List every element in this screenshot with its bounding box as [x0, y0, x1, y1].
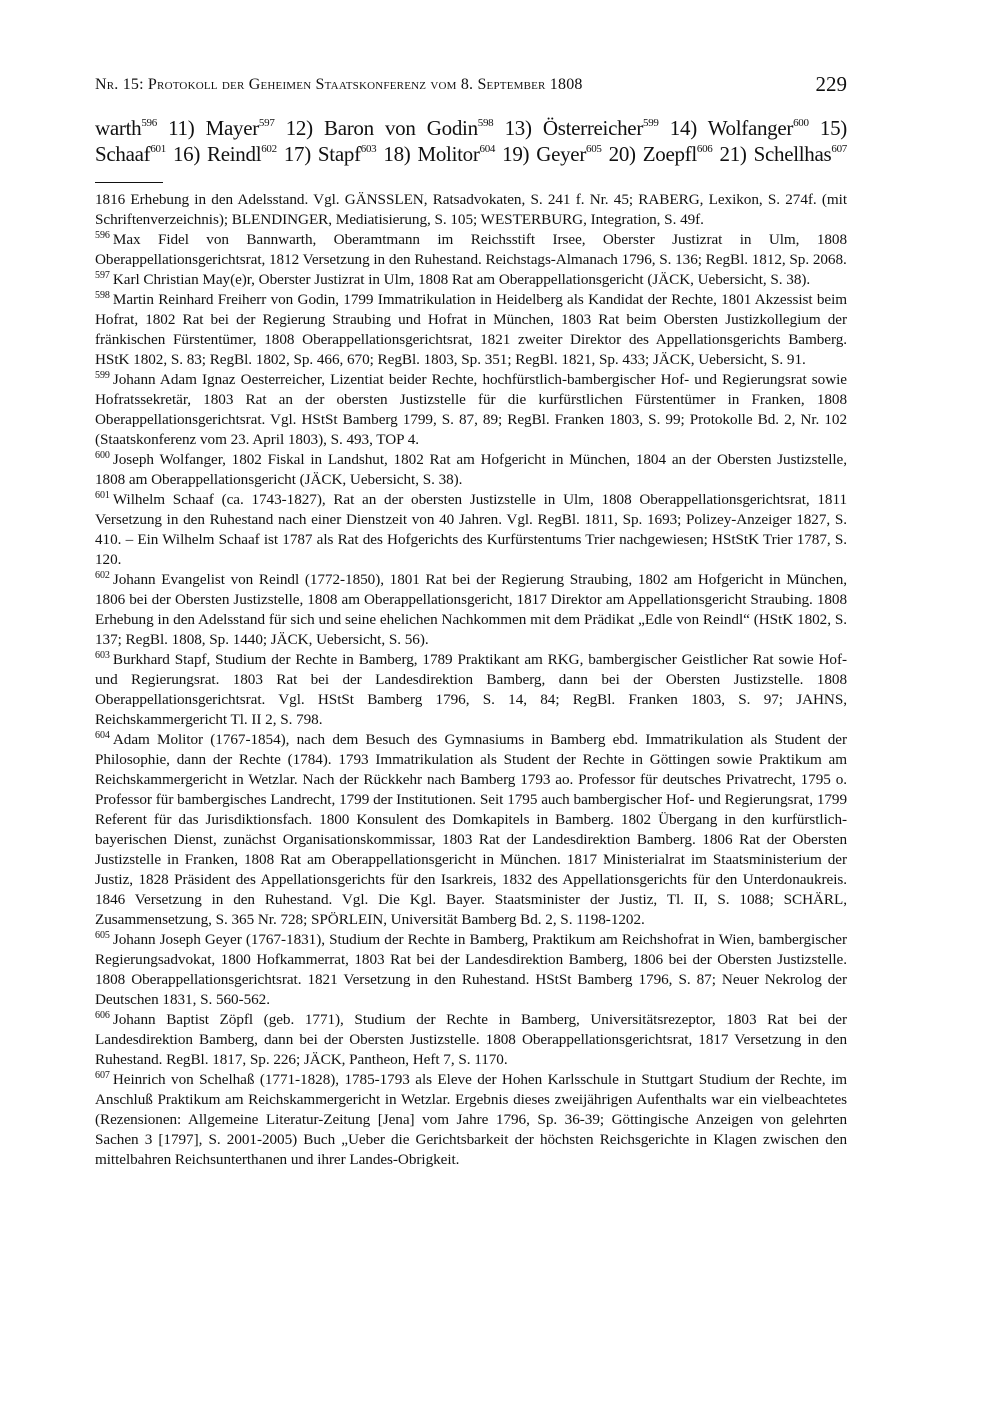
- footnote-text: Adam Molitor (1767-1854), nach dem Besuch des Gymnasiums in Bamberg ebd. Immatrikulation als Student der Philosophie, dann der Rechte (1784). 1793 Immatrikulation als Student der Rechte in Göttingen sowie Praktikum am Reichskammergericht in Wetzlar. Nach der Rückkehr nach Bamberg 1793 ao. Professor für deutsches Privatrecht, 1795 o. Professor für bambergisches Landrecht, 1799 der Institutionen. Seit 1795 auch bambergischer Hof- und Regierungsrat, 1799 Referent für das Jurisdiktionsfach. 1800 Konsulent des Domkapitels in Bamberg. 1802 Übergang in den kurfürstlich-bayerischen Dienst, zunächst Organisationskommissar, 1803 Rat der Landesdirektion Bamberg. 1806 Rat der Obersten Justizstelle in Franken, 1808 Rat am Oberappellationsgericht in München. 1817 Ministerialrat im Staatsministerium der Justiz, 1828 Präsident des Appellationsgerichts für den Isarkreis, 1832 des Appellationsgerichts für den Unterdonaukreis. 1846 Versetzung in den Ruhestand. Vgl. Die Kgl. Bayer. Staatsminister der Justiz, Tl. II, S. 1088; SCHÄRL, Zusammensetzung, S. 365 Nr. 728; SPÖRLEIN, Universität Bamberg Bd. 2, S. 1198-1202.: [95, 731, 847, 928]
- main-text-segment: 20) Zoepfl: [601, 142, 697, 166]
- footnote-number: 607: [95, 1070, 110, 1081]
- footnote-reference[interactable]: 602: [261, 143, 277, 155]
- footnote-reference[interactable]: 601: [150, 143, 166, 155]
- footnote: [95, 270, 847, 290]
- footnote-divider: [95, 182, 163, 183]
- running-title: Nr. 15: Protokoll der Geheimen Staatskonferenz vom 8. September 1808: [95, 76, 583, 93]
- main-text-segment: 11) Mayer: [156, 116, 259, 140]
- footnote-text: Wilhelm Schaaf (ca. 1743-1827), Rat an der obersten Justizstelle in Ulm, 1808 Oberappellationsgerichtsrat, 1811 Versetzung in den Ruhestand nach einer Dienstzeit von 40 Jahren. Vgl. RegBl. 1811, Sp. 1693; Polizey-Anzeiger 1827, S. 410. – Ein Wilhelm Schaaf ist 1787 als Rat des Hofgerichts des Kurfürstentums Trier nachgewiesen; HStStK Trier 1787, S. 120.: [95, 491, 847, 568]
- footnote: [95, 570, 847, 650]
- main-text-segment: Schaaf: [95, 142, 151, 166]
- main-text-segment: 14) Wolfanger: [658, 116, 794, 140]
- footnote-number: 601: [95, 490, 110, 501]
- footnote-reference[interactable]: 606: [696, 143, 713, 155]
- footnote: [95, 450, 847, 490]
- footnote-number: 602: [95, 570, 110, 581]
- footnote-reference[interactable]: 598: [477, 117, 494, 129]
- footnote: [95, 490, 847, 570]
- footnote: [95, 1070, 847, 1170]
- page-number: 229: [815, 72, 847, 96]
- footnote: [95, 190, 847, 230]
- footnote: [95, 930, 847, 1010]
- footnote: [95, 1010, 847, 1070]
- footnote-text: Johann Baptist Zöpfl (geb. 1771), Studium der Rechte in Bamberg, Universitätsrezeptor, 1803 Rat bei der Landesdirektion Bamberg, dann bei der Obersten Justizstelle. 1808 Oberappellationsgerichtsrat, 1817 Versetzung in den Ruhestand. RegBl. 1817, Sp. 226; JÄCK, Pantheon, Heft 7, S. 1170.: [95, 1011, 847, 1068]
- footnote-number: 604: [95, 730, 110, 741]
- footnote-text: Burkhard Stapf, Studium der Rechte in Bamberg, 1789 Praktikant am RKG, bambergischer Geistlicher Rat sowie Hof- und Regierungsrat. 1803 Rat bei der Landesdirektion Bamberg, dann bei der Obersten Justizstelle. 1808 Oberappellationsgerichtsrat. Vgl. HStSt Bamberg 1796, S. 14, 84; RegBl. Franken 1803, S. 97; JAHNS, Reichskammergericht Tl. II 2, S. 798.: [95, 651, 847, 728]
- footnote-number: 598: [95, 290, 110, 301]
- footnote-text: Johann Joseph Geyer (1767-1831), Studium der Rechte in Bamberg, Praktikum am Reichshofrat in Wien, bambergischer Regierungsadvokat, 1800 Hofkammerrat, 1803 Rat bei der Landesdirektion Bamberg, 1806 bei der Obersten Justizstelle. 1808 Oberappellationsgerichtsrat. 1821 Versetzung in den Ruhestand. HStSt Bamberg 1796, S. 87; Neuer Nekrolog der Deutschen 1831, S. 560-562.: [95, 931, 847, 1008]
- footnote-text: 1816 Erhebung in den Adelsstand. Vgl. GÄNSSLEN, Ratsadvokaten, S. 241 f. Nr. 45; RABERG, Lexikon, S. 274f. (mit Schriftenverzeichnis); BLENDINGER, Mediatisierung, S. 105; WESTERBURG, Integration, S. 49f.: [95, 191, 847, 228]
- footnote: [95, 730, 847, 930]
- footnote-reference[interactable]: 596: [141, 117, 157, 129]
- main-text-segment: 12) Baron von Godin: [274, 116, 478, 140]
- footnote-number: 599: [95, 370, 110, 381]
- footnote-text: Heinrich von Schelhaß (1771-1828), 1785-1793 als Eleve der Hohen Karlsschule in Stuttgart Studium der Rechte, im Anschluß Praktikum am Reichskammergericht in Wetzlar. Ergebnis dieses zweijährigen Aufenthalts war ein vielbeachtetes (Rezensionen: Allgemeine Literatur-Zeitung [Jena] vom Jahre 1796, Sp. 36-39; Göttingische Anzeigen von gelehrten Sachen 3 [1797], S. 2001-2005) Buch „Ueber die Gerichtsbarkeit der höchsten Reichsgerichte in Klagen zwischen den mittelbahren Reichsunterthanen und ihrer Landes-Obrigkeit.: [95, 1071, 847, 1168]
- footnote-reference[interactable]: 607: [831, 143, 847, 155]
- main-text-segment: warth: [95, 116, 142, 140]
- footnote-number: 600: [95, 450, 110, 461]
- footnote-number: 603: [95, 650, 110, 661]
- footnote-number: 596: [95, 230, 110, 241]
- footnote-number: 605: [95, 930, 110, 941]
- main-text-segment: 16) Reindl: [165, 142, 262, 166]
- footnote: [95, 230, 847, 270]
- footnote-reference[interactable]: 599: [643, 117, 659, 129]
- main-text-segment: 18) Molitor: [376, 142, 480, 166]
- footnote-reference[interactable]: 603: [360, 143, 377, 155]
- footnote-reference[interactable]: 604: [479, 143, 496, 155]
- footnote: [95, 290, 847, 370]
- main-text-segment: 19) Geyer: [495, 142, 587, 166]
- main-text: [95, 115, 847, 167]
- footnote-reference[interactable]: 597: [258, 117, 275, 129]
- footnote-text: Johann Evangelist von Reindl (1772-1850), 1801 Rat bei der Regierung Straubing, 1802 am Hofgericht in München, 1806 bei der Obersten Justizstelle, 1808 am Oberappellationsgericht, 1817 Direktor am Appellationsgericht Straubing. 1808 Erhebung in den Adelsstand für sich und seine ehelichen Nachkommen mit dem Prädikat „Edle von Reindl“ (HStK 1802, S. 137; RegBl. 1808, Sp. 1440; JÄCK, Uebersicht, S. 56).: [95, 571, 847, 648]
- footnote: [95, 650, 847, 730]
- footnote-number: 597: [95, 270, 110, 281]
- main-text-segment: 15): [808, 116, 847, 140]
- footnote: [95, 370, 847, 450]
- footnote-text: Joseph Wolfanger, 1802 Fiskal in Landshut, 1802 Rat am Hofgericht in München, 1804 an der Obersten Justizstelle, 1808 am Oberappellationsgericht (JÄCK, Uebersicht, S. 38).: [95, 451, 847, 488]
- footnote-text: Max Fidel von Bannwarth, Oberamtmann im Reichsstift Irsee, Oberster Justizrat in Ulm, 1808 Oberappellationsgerichtsrat, 1812 Versetzung in den Ruhestand. Reichstags-Almanach 1796, S. 136; RegBl. 1812, Sp. 2068.: [95, 231, 847, 268]
- footnote-text: Martin Reinhard Freiherr von Godin, 1799 Immatrikulation in Heidelberg als Kandidat der Rechte, 1801 Akzessist beim Hofrat, 1802 Rat bei der Regierung Straubing und Hofrat in München, 1803 Rat beim Obersten Justizkollegium der fränkischen Fürstentümer, 1808 Oberappellationsgerichtsrat, 1821 zweiter Direktor des Appellationsgerichts Bamberg. HStK 1802, S. 83; RegBl. 1802, Sp. 466, 670; RegBl. 1803, Sp. 351; RegBl. 1821, Sp. 433; JÄCK, Uebersicht, S. 91.: [95, 291, 847, 368]
- main-text-line-2: [95, 141, 847, 167]
- main-text-segment: 13) Österreicher: [493, 116, 644, 140]
- main-text-segment: 21) Schellhas: [712, 142, 832, 166]
- footnote-reference[interactable]: 600: [793, 117, 809, 129]
- footnote-block: [95, 190, 847, 1170]
- footnote-text: Karl Christian May(e)r, Oberster Justizrat in Ulm, 1808 Rat am Oberappellationsgericht (JÄCK, Uebersicht, S. 38).: [112, 271, 811, 288]
- footnote-reference[interactable]: 605: [586, 143, 602, 155]
- page-header: [95, 74, 847, 98]
- main-text-segment: 17) Stapf: [276, 142, 361, 166]
- footnote-text: Johann Adam Ignaz Oesterreicher, Lizentiat beider Rechte, hochfürstlich-bambergischer Hof- und Regierungsrat sowie Hofratssekretär, 1803 Rat an der obersten Justizstelle für die kurfürstlichen Fürstentümer in Franken, 1808 Oberappellationsgerichtsrat. Vgl. HStSt Bamberg 1799, S. 87, 89; RegBl. Franken 1803, S. 99; Protokolle Bd. 2, Nr. 102 (Staatskonferenz vom 23. April 1803), S. 493, TOP 4.: [95, 371, 847, 448]
- footnote-number: 606: [95, 1010, 110, 1021]
- main-text-line-1: [95, 115, 847, 141]
